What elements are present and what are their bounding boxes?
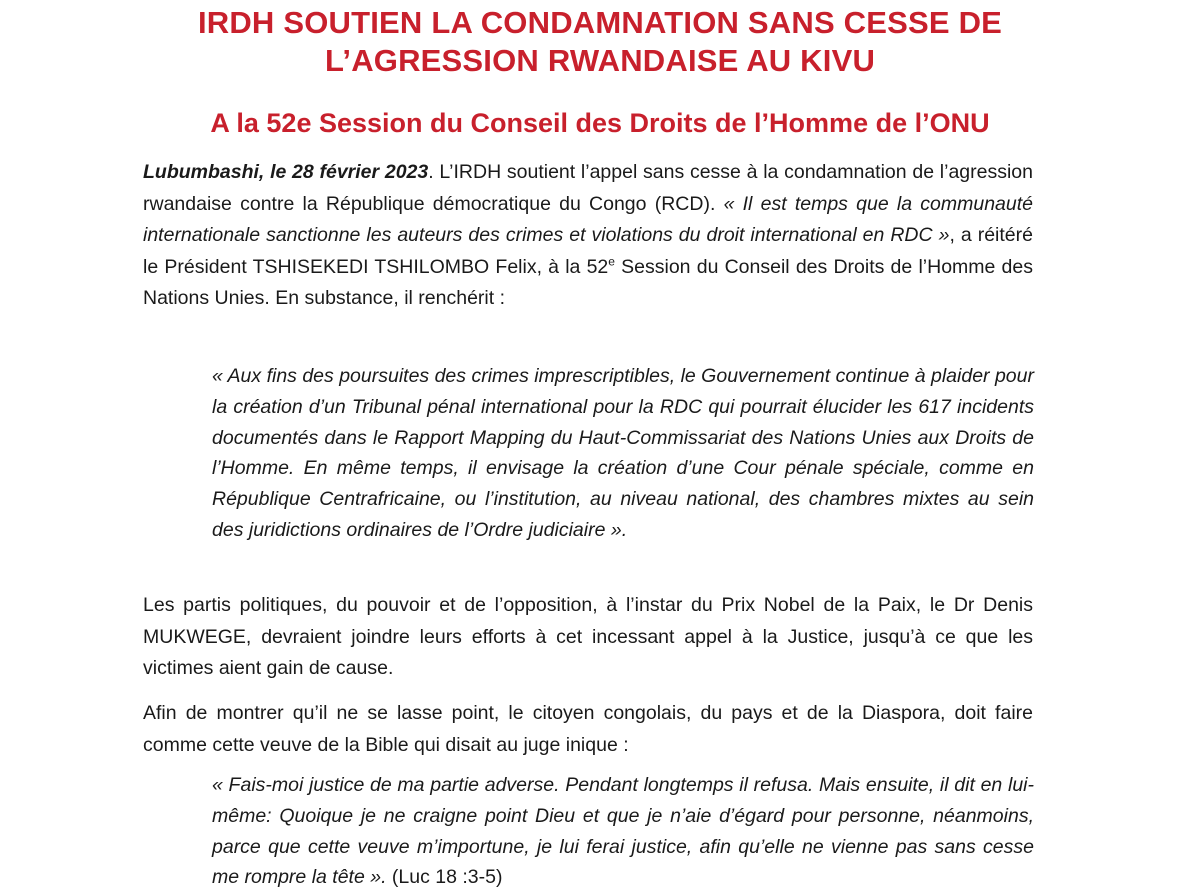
intro-paragraph [143,157,1033,315]
title-line-1: IRDH SOUTIEN LA CONDAMNATION SANS CESSE DE [197,5,1003,40]
bible-quote-text: « Fais-moi justice de ma partie adverse. Pendant longtemps il refusa. Mais ensuite, il dit en lui-même: Quoique je ne craigne point Dieu et que je n’aie d’égard pour personne, néanmoins, parce que cette veuve m’importune, je lui ferai justice, afin qu’elle ne vienne pas sans cesse me rompre la tête ». [212,774,1034,889]
session-superscript: e [608,254,615,268]
dateline: Lubumbashi, le 28 février 2023 [143,161,429,183]
bible-reference: (Luc 18 :3-5) [386,866,503,889]
parties-paragraph: Les partis politiques, du pouvoir et de l’opposition, à l’instar du Prix Nobel de la Paix, le Dr Denis MUKWEGE, devraient joindre leurs efforts à cet incessant appel à la Justice, jusqu’à ce que les victimes aient gain de cause. [143,594,1033,679]
subtitle: A la 52e Session du Conseil des Droits de l’Homme de l’ONU [210,108,990,138]
citizen-paragraph: Afin de montrer qu’il ne se lasse point, le citoyen congolais, du pays et de la Diaspora, doit faire comme cette veuve de la Bible qui disait au juge inique : [143,702,1033,756]
intro-text-c: Session du Conseil des Droits de l’Homme des Nations Unies. En substance, il renchérit : [143,255,1033,309]
president-quote: « Il est temps que la communauté internationale sanctionne les auteurs des crimes et violations du droit international en RDC » [143,192,1033,246]
intro-text-a: . L’IRDH soutient l’appel sans cesse à la condamnation de l’agression rwandaise contre la République démocratique du Congo (RCD). [143,161,1033,215]
intro-text-b: , a réitéré le Président TSHISEKEDI TSHILOMBO Felix, à la 52 [143,224,1033,278]
bible-quote [212,770,1034,893]
government-quote: « Aux fins des poursuites des crimes imprescriptibles, le Gouvernement continue à plaider pour la création d’un Tribunal pénal international pour la RDC qui pourrait élucider les 617 incidents documentés dans le Rapport Mapping du Haut-Commissariat des Nations Unies aux Droits de l’Homme. En même temps, il envisage la création d’une Cour pénale spéciale, comme en République Centrafricaine, ou l’institution, au niveau national, des chambres mixtes au sein des juridictions ordinaires de l’Ordre judiciaire ». [212,365,1034,541]
title-line-2: L’AGRESSION RWANDAISE AU KIVU [324,43,876,78]
